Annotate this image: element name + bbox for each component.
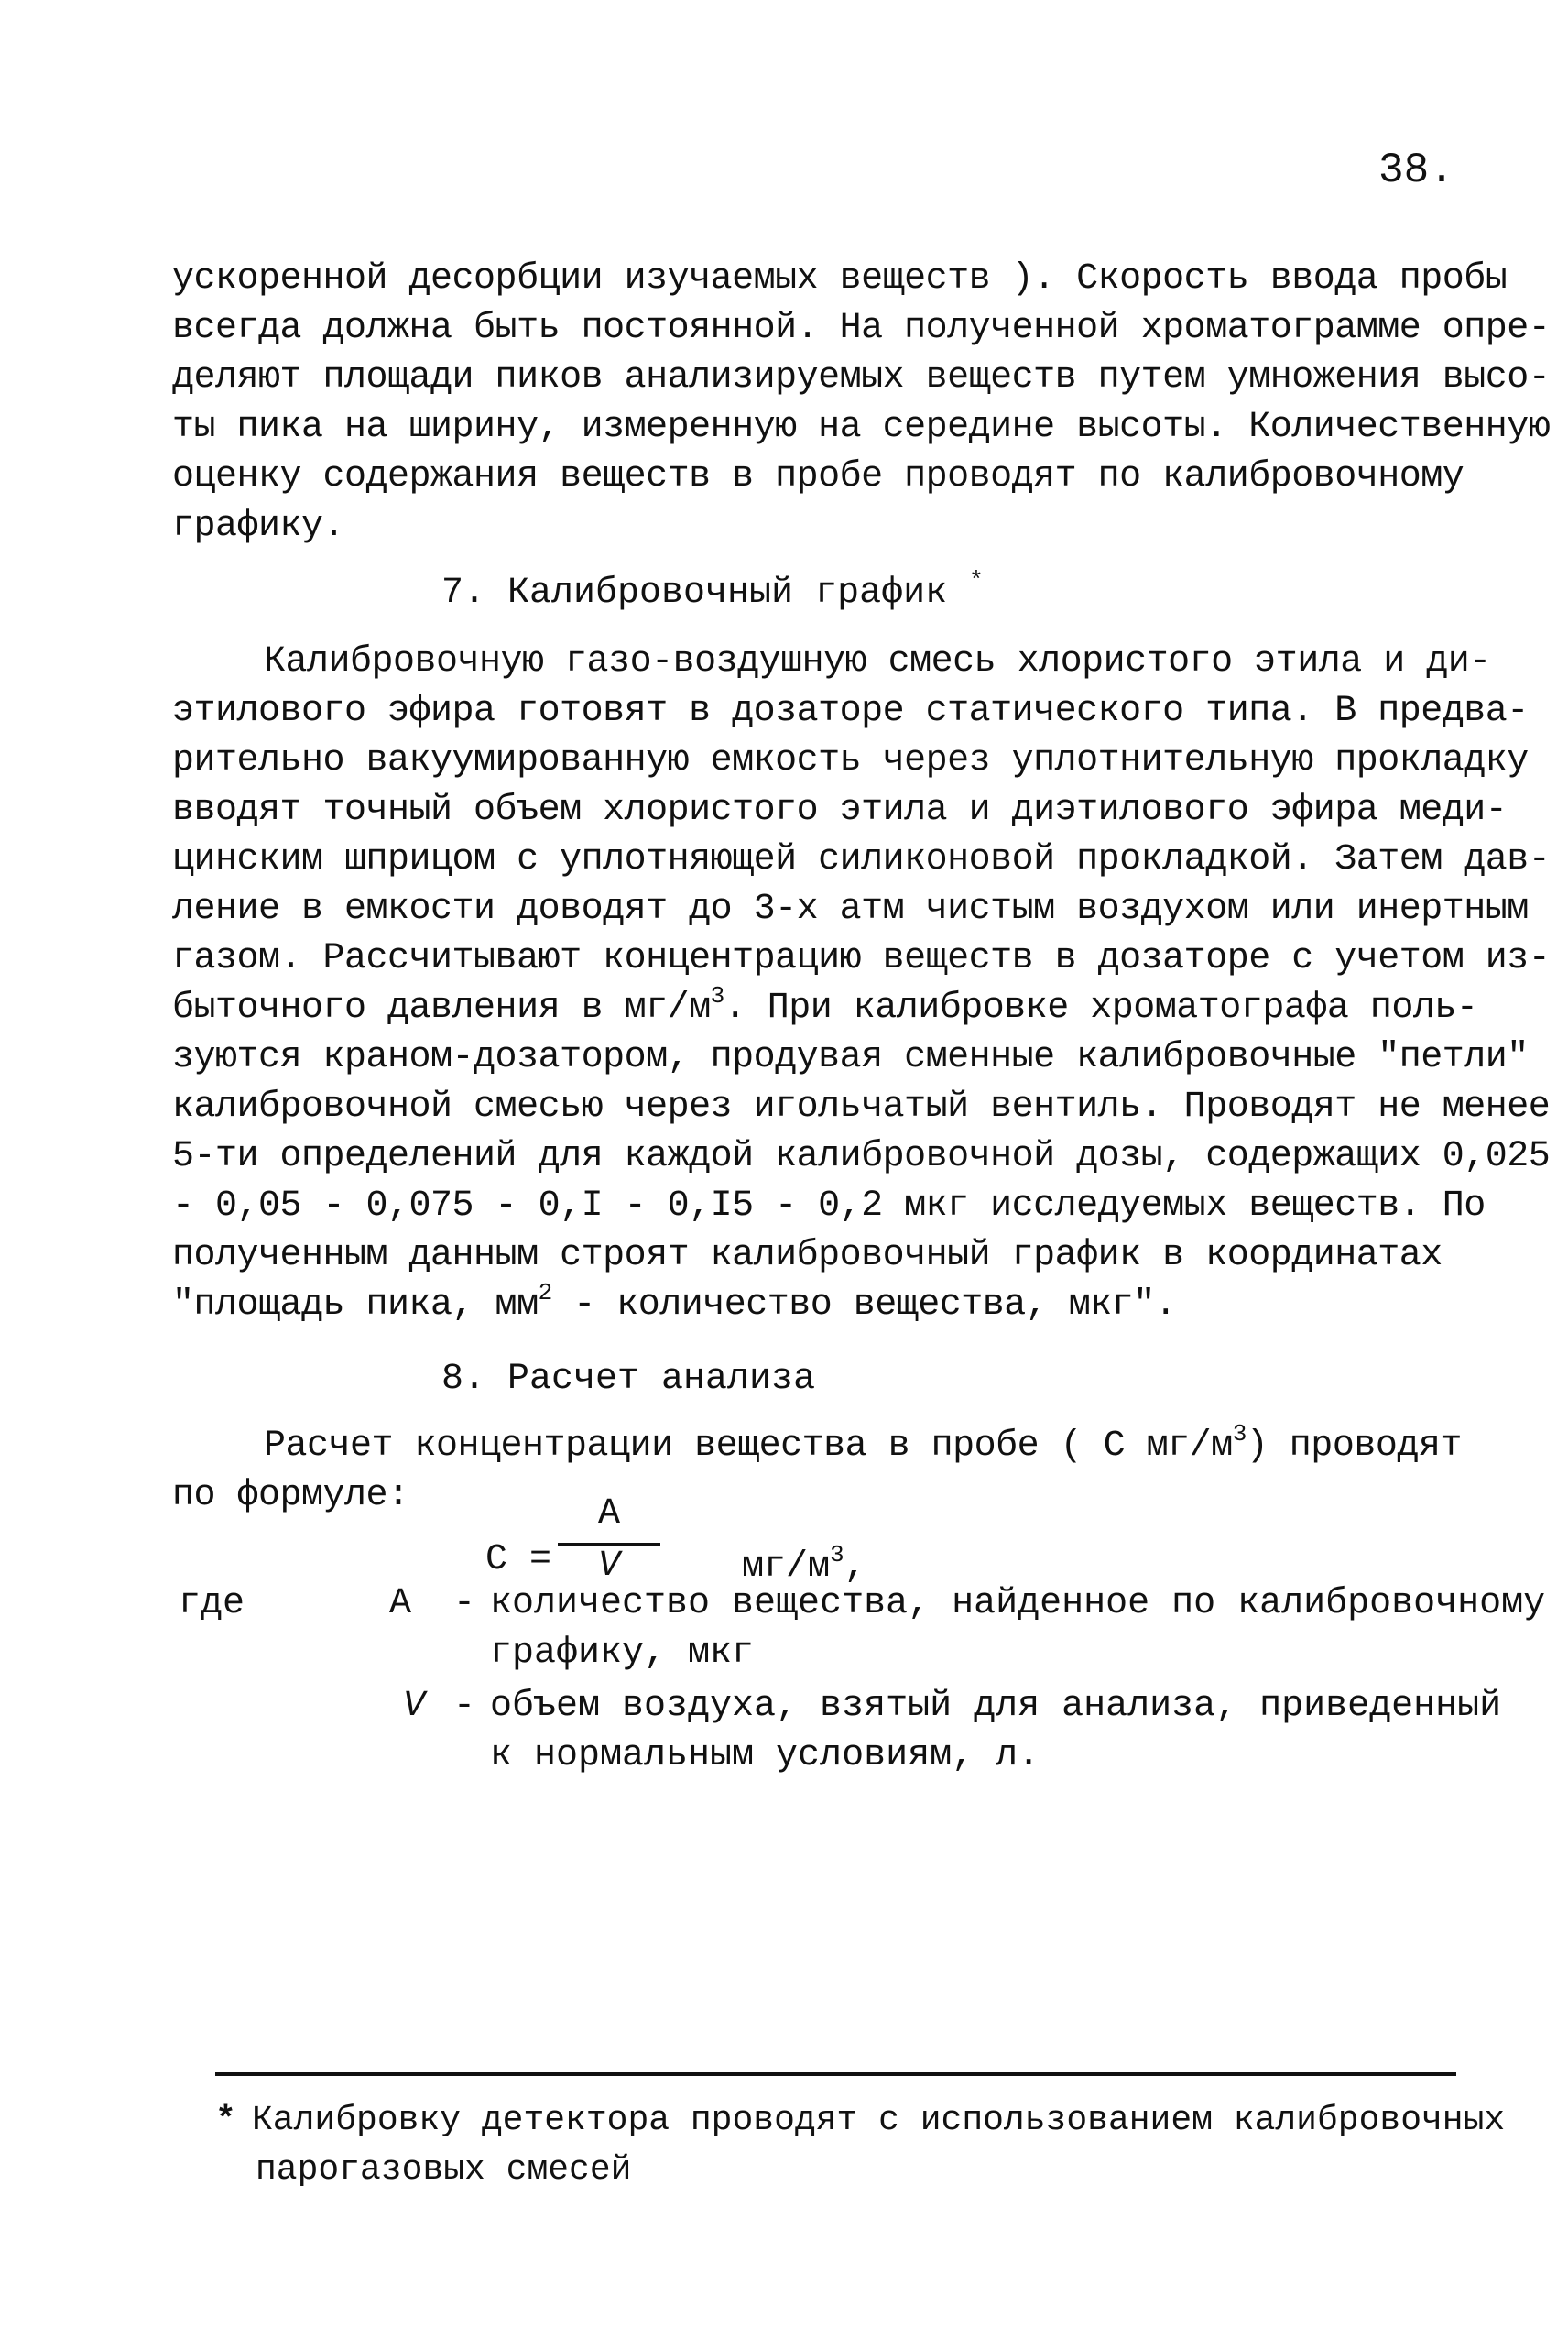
unit-text: мг/м [742, 1546, 831, 1588]
legend-symbol: А [389, 1583, 412, 1624]
text-line: Калибровочную газо-воздушную смесь хлористого этила и ди- [264, 641, 1491, 683]
text-line: всегда должна быть постоянной. На полученной хроматограмме опре- [172, 308, 1551, 349]
footnote-line: парогазовых смесей [256, 2150, 632, 2190]
text-line: по формуле: [172, 1475, 409, 1516]
formula-denominator: V [597, 1546, 620, 1587]
text-line: газом. Рассчитывают концентрацию веществ в дозаторе с учетом из- [172, 938, 1551, 979]
formula-lhs: С = [485, 1539, 552, 1580]
legend-text: к нормальным условиям, л. [490, 1735, 1040, 1776]
text-line: полученным данным строят калибровочный график в координатах [172, 1235, 1443, 1276]
footnote-separator [215, 2072, 1456, 2076]
text-line [172, 984, 1550, 1033]
section-7-title: 7. Калибровочный график [441, 573, 948, 614]
section-8-heading: 8. Расчет анализа [441, 1359, 816, 1400]
text-line: ускоренной десорбции изучаемых веществ ). Скорость ввода пробы [172, 258, 1508, 300]
superscript: 3 [710, 982, 724, 1010]
text-line: 5-ти определений для каждой калибровочной дозы, содержащих 0,025 [172, 1136, 1551, 1177]
text-line: - 0,05 - 0,075 - 0,I - 0,I5 - 0,2 мкг исследуемых веществ. По [172, 1185, 1486, 1227]
superscript: 3 [1232, 1420, 1247, 1448]
text-line [172, 1281, 1550, 1330]
text-line: этилового эфира готовят в дозаторе статического типа. В предва- [172, 691, 1529, 732]
text-line [172, 1422, 1462, 1471]
footnote-text: Калибровку детектора проводят с использованием калибровочных [252, 2101, 1506, 2140]
text-line: вводят точный объем хлористого этила и диэтилового эфира меди- [172, 790, 1508, 831]
footnote-reference-mark: * [969, 567, 984, 595]
superscript: 3 [830, 1541, 844, 1568]
text-line: оценку содержания веществ в пробе проводят по калибровочному [172, 456, 1465, 497]
footnote [215, 2096, 1505, 2195]
legend-symbol: V [403, 1686, 426, 1727]
line-text: Расчет концентрации вещества в пробе ( С мг/м [264, 1426, 1233, 1467]
section-7-heading [441, 567, 984, 614]
section-7-paragraph [172, 638, 1550, 1330]
text-line: ты пика на ширину, измеренную на середине высоты. Количественную [172, 407, 1551, 448]
footnote-line [215, 2096, 1505, 2146]
legend-dash: - [453, 1583, 476, 1624]
superscript: 2 [538, 1279, 552, 1306]
line-text: - количество вещества, мкг". [551, 1284, 1177, 1326]
formula-numerator: А [597, 1493, 620, 1535]
text-line: графику. [172, 506, 345, 547]
legend-text: графику, мкг [490, 1633, 755, 1674]
text-line: калибровочной смесью через игольчатый вентиль. Проводят не менее [172, 1087, 1551, 1128]
footnote-mark: * [215, 2101, 236, 2140]
legend-text: объем воздуха, взятый для анализа, приведенный [490, 1686, 1502, 1727]
text-line: деляют площади пиков анализируемых веществ путем умножения высо- [172, 357, 1551, 399]
text-line: рительно вакуумированную емкость через уплотнительную прокладку [172, 740, 1529, 781]
legend-dash: - [453, 1686, 476, 1727]
legend-text: количество вещества, найденное по калибровочному [490, 1583, 1546, 1624]
text-line: ление в емкости доводят до 3-х атм чистым воздухом или инертным [172, 889, 1529, 930]
where-label: где [179, 1583, 245, 1624]
text-line: цинским шприцом с уплотняющей силиконовой прокладкой. Затем дав- [172, 839, 1551, 880]
page-number: 38. [1378, 147, 1454, 194]
line-text: "площадь пика, мм [172, 1284, 539, 1326]
line-text: . При калибровке хроматографа поль- [724, 988, 1478, 1029]
intro-paragraph [172, 255, 1550, 552]
formula-fraction [554, 1493, 664, 1586]
line-text: ) проводят [1246, 1426, 1462, 1467]
line-text: быточного давления в мг/м [172, 988, 711, 1029]
unit-text: , [844, 1546, 866, 1588]
text-line: зуются краном-дозатором, продувая сменные калибровочные "петли" [172, 1037, 1529, 1078]
